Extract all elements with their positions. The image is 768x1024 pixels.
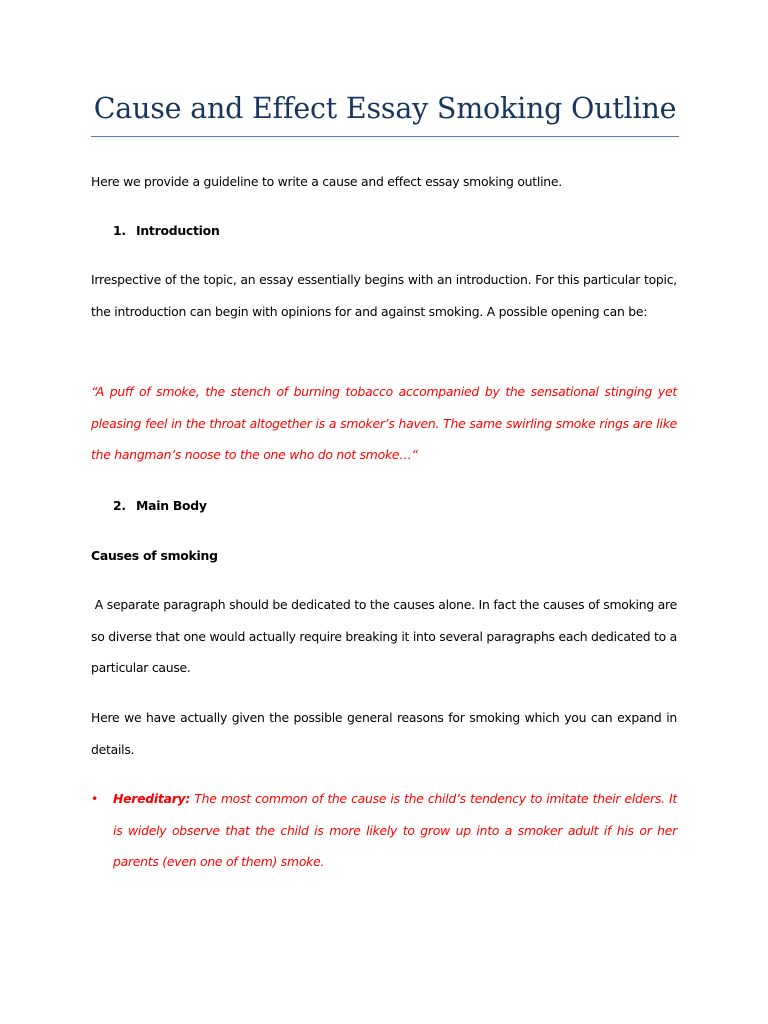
causes-paragraph: A separate paragraph should be dedicated to the causes alone. In fact the causes of smoking are so diverse that one would actually require breaking it into several paragraphs each dedicated to a particular cause.: [91, 597, 681, 675]
bullet-description: The most common of the cause is the child’s tendency to imitate their elders. It is widely observe that the child is more likely to grow up into a smoker adult if his or her parents (even one of them) smoke.: [113, 791, 677, 869]
section-heading-main-body: [113, 497, 207, 515]
bullet-term: Hereditary:: [113, 791, 191, 806]
bullet-icon: •: [91, 791, 99, 806]
section-label: Introduction: [136, 223, 220, 238]
introduction-paragraph: Irrespective of the topic, an essay essentially begins with an introduction. For this particular topic, the introduction can begin with opinions for and against smoking. A possible opening can be:: [91, 272, 677, 319]
opening-quote: “A puff of smoke, the stench of burning tobacco accompanied by the sensational stinging yet pleasing feel in the throat altogether is a smoker’s haven. The same swirling smoke rings are like the hangman’s noose to the one who do not smoke…“: [91, 384, 677, 462]
section-number: 2.: [113, 498, 126, 513]
reasons-paragraph: Here we have actually given the possible general reasons for smoking which you can expand in details.: [91, 710, 677, 757]
intro-line: Here we provide a guideline to write a cause and effect essay smoking outline.: [91, 174, 562, 189]
section-heading-introduction: [113, 222, 220, 240]
section-label: Main Body: [136, 498, 207, 513]
bullet-text: [113, 783, 677, 878]
title-underline-rule: [91, 136, 679, 137]
subheading-causes-of-smoking: Causes of smoking: [91, 548, 218, 563]
page-title: Cause and Effect Essay Smoking Outline: [93, 92, 677, 125]
section-number: 1.: [113, 223, 126, 238]
